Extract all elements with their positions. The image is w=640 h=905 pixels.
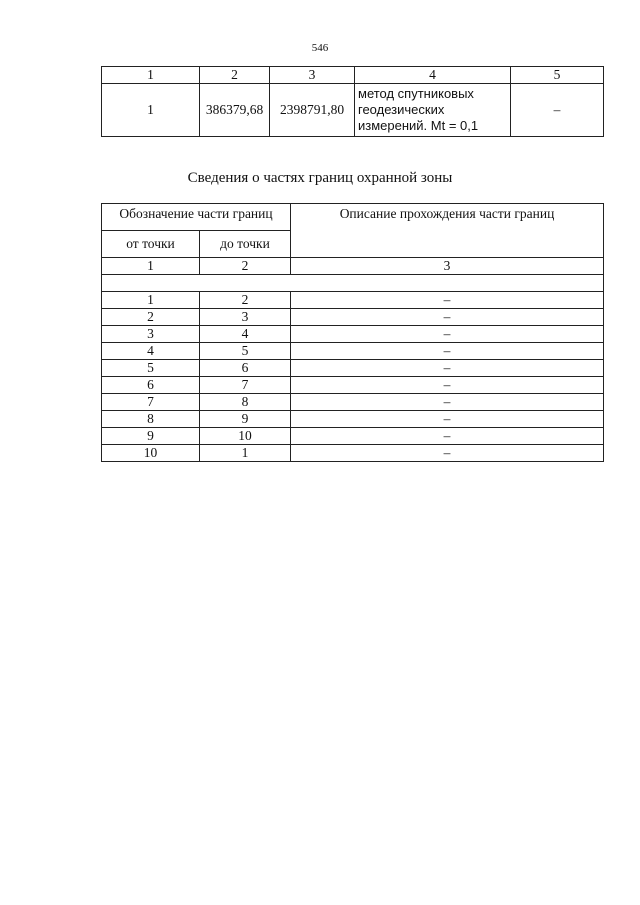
coordinates-header-row <box>102 67 604 84</box>
to-point-cell: 1 <box>200 445 291 462</box>
to-point-cell: 4 <box>200 326 291 343</box>
blank-cell <box>102 275 604 292</box>
description-cell: – <box>291 394 604 411</box>
parts-header-row <box>102 204 604 231</box>
description-cell: – <box>291 377 604 394</box>
from-point-cell: 5 <box>102 360 200 377</box>
note-cell: – <box>511 84 604 137</box>
from-point-header-cell: от точки <box>102 231 200 258</box>
from-point-cell: 8 <box>102 411 200 428</box>
from-point-cell: 3 <box>102 326 200 343</box>
point-number-cell: 1 <box>102 84 200 137</box>
blank-row <box>102 275 604 292</box>
to-point-cell: 10 <box>200 428 291 445</box>
header-cell: 4 <box>355 67 511 84</box>
group-header-cell: Обозначение части границ <box>102 204 291 231</box>
from-point-cell: 4 <box>102 343 200 360</box>
column-number-cell: 2 <box>200 258 291 275</box>
method-line: метод спутниковых <box>358 86 474 101</box>
description-cell: – <box>291 292 604 309</box>
to-point-cell: 2 <box>200 292 291 309</box>
description-cell: – <box>291 343 604 360</box>
table-row <box>102 309 604 326</box>
from-point-cell: 7 <box>102 394 200 411</box>
description-cell: – <box>291 360 604 377</box>
from-point-cell: 9 <box>102 428 200 445</box>
x-coordinate-cell: 386379,68 <box>200 84 270 137</box>
page-number: 546 <box>311 42 329 54</box>
description-cell: – <box>291 326 604 343</box>
table-row <box>102 343 604 360</box>
table-row <box>102 394 604 411</box>
table-row <box>102 411 604 428</box>
to-point-cell: 8 <box>200 394 291 411</box>
column-number-cell: 3 <box>291 258 604 275</box>
table-row <box>102 377 604 394</box>
description-cell: – <box>291 428 604 445</box>
table-row <box>102 428 604 445</box>
header-cell: 2 <box>200 67 270 84</box>
header-cell: 3 <box>270 67 355 84</box>
header-cell: 5 <box>511 67 604 84</box>
from-point-cell: 10 <box>102 445 200 462</box>
description-cell: – <box>291 411 604 428</box>
method-line: геодезических <box>358 102 445 117</box>
table-row <box>102 292 604 309</box>
column-number-cell: 1 <box>102 258 200 275</box>
to-point-cell: 7 <box>200 377 291 394</box>
column-number-row <box>102 258 604 275</box>
coordinates-table <box>101 66 604 137</box>
from-point-cell: 2 <box>102 309 200 326</box>
boundary-parts-table <box>101 203 604 462</box>
section-title: Сведения о частях границ охранной зоны <box>187 170 453 186</box>
from-point-cell: 1 <box>102 292 200 309</box>
to-point-header-cell: до точки <box>200 231 291 258</box>
to-point-cell: 9 <box>200 411 291 428</box>
table-row <box>102 445 604 462</box>
from-point-cell: 6 <box>102 377 200 394</box>
to-point-cell: 6 <box>200 360 291 377</box>
description-cell: – <box>291 309 604 326</box>
table-row <box>102 326 604 343</box>
table-row <box>102 84 604 137</box>
description-cell: – <box>291 445 604 462</box>
method-cell <box>355 84 511 137</box>
header-cell: 1 <box>102 67 200 84</box>
description-header-cell: Описание прохождения части границ <box>291 204 604 258</box>
table-row <box>102 360 604 377</box>
y-coordinate-cell: 2398791,80 <box>270 84 355 137</box>
to-point-cell: 3 <box>200 309 291 326</box>
to-point-cell: 5 <box>200 343 291 360</box>
method-line: измерений. Mt = 0,1 <box>358 118 479 133</box>
